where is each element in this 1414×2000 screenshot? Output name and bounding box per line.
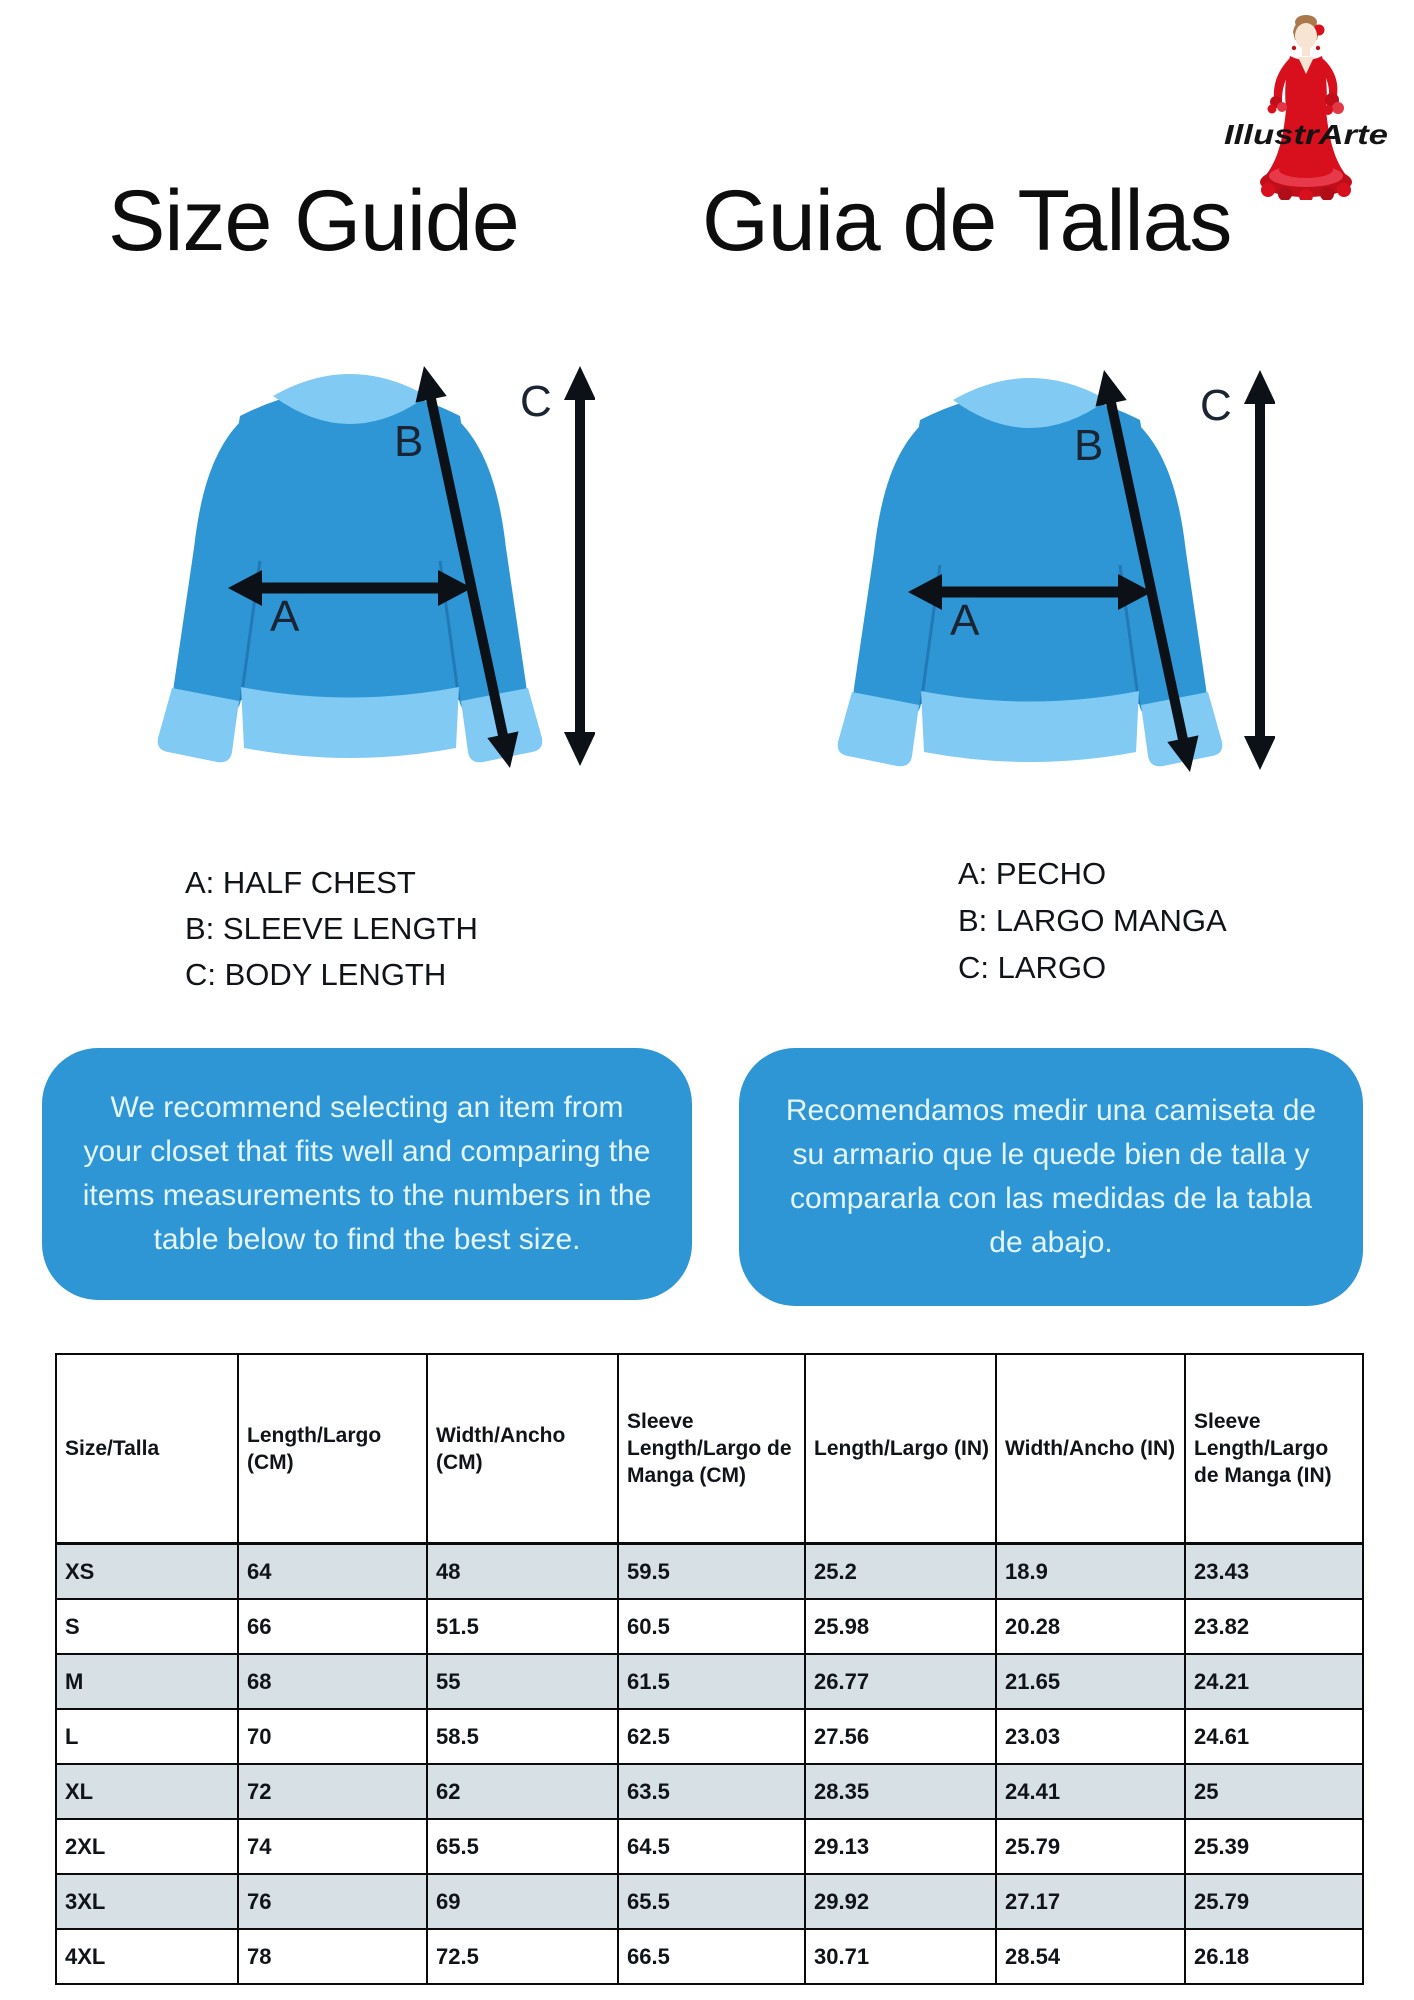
sweater-illustration (790, 360, 1275, 800)
table-row (56, 1929, 1363, 1984)
flamenco-dancer-illustration (1222, 10, 1392, 200)
measurement-cell: 28.35 (805, 1764, 996, 1819)
arrow-label-b: B (1074, 421, 1104, 470)
arrow-label-a: A (270, 592, 300, 641)
measurement-cell: 66 (238, 1599, 427, 1654)
legend-line-body-length: C: BODY LENGTH (185, 957, 447, 992)
measurement-cell: 78 (238, 1929, 427, 1984)
size-cell: L (56, 1709, 238, 1764)
note-text-english: We recommend selecting an item from your closet that fits well and comparing the items measurements to the numbers in the table below to find the best size. (82, 1090, 652, 1257)
measurement-cell: 65.5 (618, 1874, 805, 1929)
measurement-cell: 25.2 (805, 1544, 996, 1600)
measurement-cell: 25.98 (805, 1599, 996, 1654)
measurement-cell: 23.82 (1185, 1599, 1363, 1654)
sweater-left-cuff (838, 692, 919, 766)
measurement-cell: 28.54 (996, 1929, 1185, 1984)
size-cell: 3XL (56, 1874, 238, 1929)
measurement-cell: 64 (238, 1544, 427, 1600)
measurement-cell: 48 (427, 1544, 618, 1600)
measurement-cell: 23.03 (996, 1709, 1185, 1764)
size-cell: 4XL (56, 1929, 238, 1984)
measurement-cell: 66.5 (618, 1929, 805, 1984)
measurement-cell: 69 (427, 1874, 618, 1929)
measurement-cell: 25.79 (996, 1819, 1185, 1874)
size-cell: S (56, 1599, 238, 1654)
size-table (55, 1353, 1364, 1985)
measurement-cell: 60.5 (618, 1599, 805, 1654)
size-cell: XL (56, 1764, 238, 1819)
measurement-cell: 65.5 (427, 1819, 618, 1874)
measurement-cell: 18.9 (996, 1544, 1185, 1600)
column-header-width-cm: Width/Ancho (CM) (427, 1354, 618, 1544)
size-cell: 2XL (56, 1819, 238, 1874)
page-title-spanish: Guia de Tallas (702, 173, 1232, 269)
body-length-arrow (1244, 370, 1275, 770)
size-cell: M (56, 1654, 238, 1709)
measurement-cell: 25 (1185, 1764, 1363, 1819)
body-length-arrow (564, 366, 595, 766)
column-header-width-in: Width/Ancho (IN) (996, 1354, 1185, 1544)
measurement-cell: 25.39 (1185, 1819, 1363, 1874)
measurement-cell: 55 (427, 1654, 618, 1709)
column-header-sleeve-cm: Sleeve Length/Largo de Manga (CM) (618, 1354, 805, 1544)
arrow-label-c: C (1200, 381, 1232, 430)
measurement-cell: 68 (238, 1654, 427, 1709)
measurement-cell: 74 (238, 1819, 427, 1874)
measurement-cell: 26.77 (805, 1654, 996, 1709)
table-row (56, 1819, 1363, 1874)
sweater-left-cuff (158, 688, 239, 762)
table-row (56, 1599, 1363, 1654)
legend-line-pecho: A: PECHO (958, 856, 1107, 891)
column-header-length-cm: Length/Largo (CM) (238, 1354, 427, 1544)
measurement-cell: 51.5 (427, 1599, 618, 1654)
measurement-cell: 27.56 (805, 1709, 996, 1764)
measurement-cell: 27.17 (996, 1874, 1185, 1929)
measurement-cell: 24.41 (996, 1764, 1185, 1819)
measurement-cell: 72.5 (427, 1929, 618, 1984)
legend-line-half-chest: A: HALF CHEST (185, 865, 416, 900)
measurement-cell: 24.21 (1185, 1654, 1363, 1709)
sweater-diagram-english (110, 356, 595, 796)
measurement-cell: 76 (238, 1874, 427, 1929)
measurement-cell: 25.79 (1185, 1874, 1363, 1929)
measurement-cell: 24.61 (1185, 1709, 1363, 1764)
column-header-length-in: Length/Largo (IN) (805, 1354, 996, 1544)
legend-line-sleeve-length: B: SLEEVE LENGTH (185, 911, 478, 946)
table-row (56, 1709, 1363, 1764)
measurement-cell: 20.28 (996, 1599, 1185, 1654)
measurement-cell: 21.65 (996, 1654, 1185, 1709)
measurement-cell: 62.5 (618, 1709, 805, 1764)
measurement-cell: 64.5 (618, 1819, 805, 1874)
measurement-legend-english (185, 860, 478, 998)
measurement-cell: 26.18 (1185, 1929, 1363, 1984)
measurement-cell: 70 (238, 1709, 427, 1764)
sweater-illustration (110, 356, 595, 796)
measurement-cell: 29.92 (805, 1874, 996, 1929)
measurement-cell: 63.5 (618, 1764, 805, 1819)
legend-line-largo-manga: B: LARGO MANGA (958, 903, 1227, 938)
measurement-cell: 72 (238, 1764, 427, 1819)
legend-line-largo: C: LARGO (958, 950, 1107, 985)
sweater-diagram-spanish (790, 360, 1275, 800)
brand-logo (1222, 10, 1392, 200)
arrow-label-b: B (394, 417, 424, 466)
table-row (56, 1764, 1363, 1819)
recommendation-note-spanish (739, 1048, 1363, 1306)
size-table-header (56, 1354, 1363, 1544)
measurement-cell: 30.71 (805, 1929, 996, 1984)
column-header-size: Size/Talla (56, 1354, 238, 1544)
measurement-cell: 62 (427, 1764, 618, 1819)
brand-wordmark: IllustrArte (1224, 119, 1388, 150)
measurement-cell: 29.13 (805, 1819, 996, 1874)
table-row (56, 1544, 1363, 1600)
table-row (56, 1654, 1363, 1709)
size-cell: XS (56, 1544, 238, 1600)
arrow-label-a: A (950, 596, 980, 645)
measurement-cell: 23.43 (1185, 1544, 1363, 1600)
recommendation-note-english (42, 1048, 692, 1300)
note-text-spanish: Recomendamos medir una camiseta de su armario que le quede bien de talla y compararla con las medidas de la tabla de abajo. (785, 1093, 1317, 1260)
measurement-cell: 58.5 (427, 1709, 618, 1764)
measurement-cell: 61.5 (618, 1654, 805, 1709)
header-row (56, 1354, 1363, 1544)
measurement-legend-spanish (958, 850, 1227, 991)
sweater-hem (921, 691, 1139, 762)
column-header-sleeve-in: Sleeve Length/Largo de Manga (IN) (1185, 1354, 1363, 1544)
measurement-cell: 59.5 (618, 1544, 805, 1600)
table-row (56, 1874, 1363, 1929)
page-title-english: Size Guide (108, 173, 519, 269)
sweater-hem (241, 687, 459, 758)
size-table-body (56, 1544, 1363, 1985)
arrow-label-c: C (520, 377, 552, 426)
